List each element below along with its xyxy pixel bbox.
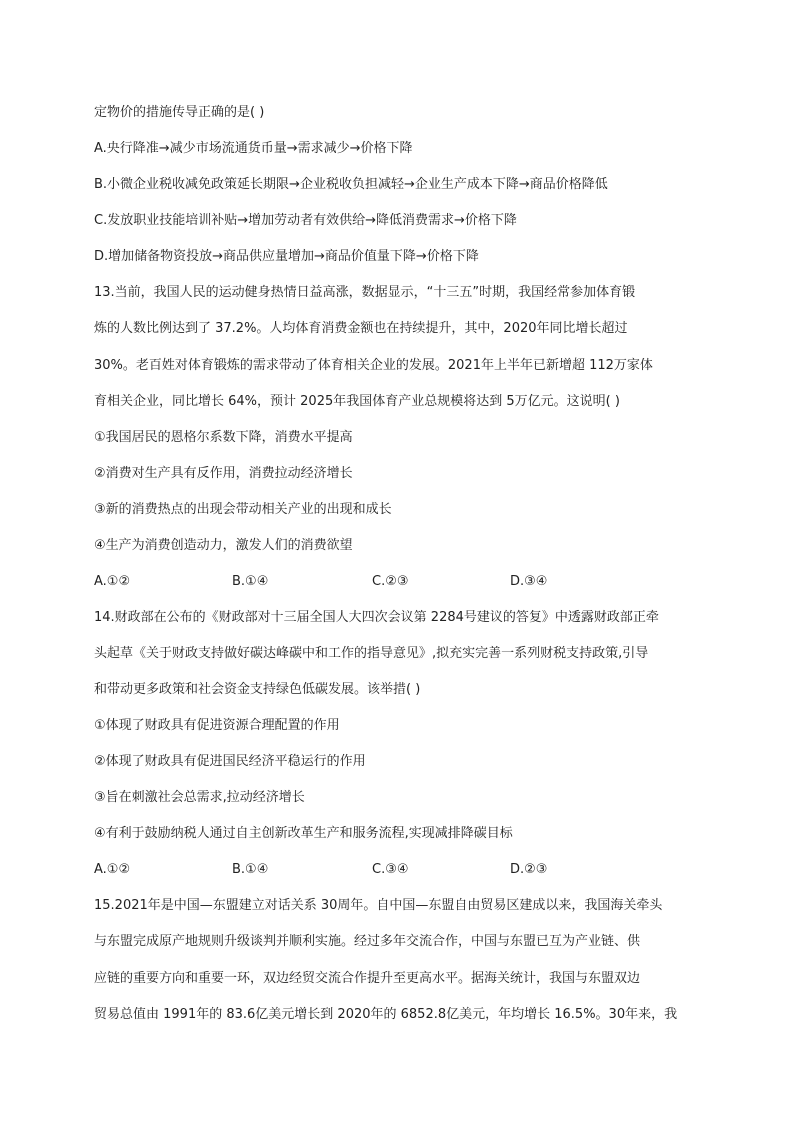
question-14-statement-2: ②体现了财政具有促进国民经济平稳运行的作用 (94, 754, 366, 769)
question-13-statement-1: ①我国居民的恩格尔系数下降，消费水平提高 (94, 430, 353, 445)
question-13-stem-line: 13.当前，我国人民的运动健身热情日益高涨，数据显示，“十三五”时期，我国经常参加体育锻 (94, 285, 636, 300)
question-14-statement-3: ③旨在刺激社会总需求,拉动经济增长 (94, 790, 305, 805)
question-14-stem-line: 头起草《关于财政支持做好碳达峰碳中和工作的指导意见》,拟充实完善一系列财税支持政策,引导 (94, 646, 649, 661)
choice-a: A.①② (94, 574, 131, 589)
question-13-stem-line: 炼的人数比例达到了 37.2%。人均体育消费金额也在持续提升，其中，2020年同比增长超过 (94, 321, 628, 336)
choice-d: D.②③ (510, 862, 548, 877)
question-12-option-d: D.增加储备物资投放→商品供应量增加→商品价值量下降→价格下降 (94, 249, 479, 264)
question-13-statement-3: ③新的消费热点的出现会带动相关产业的出现和成长 (94, 502, 392, 517)
question-13-stem-line: 育相关企业，同比增长 64%，预计 2025年我国体育产业总规模将达到 5万亿元。这说明( ) (94, 394, 620, 409)
choice-d: D.③④ (510, 574, 548, 589)
question-14-statement-4: ④有利于鼓励纳税人通过自主创新改革生产和服务流程,实现减排降碳目标 (94, 826, 513, 841)
question-13-statement-2: ②消费对生产具有反作用，消费拉动经济增长 (94, 466, 353, 481)
question-15-stem-line: 贸易总值由 1991年的 83.6亿美元增长到 2020年的 6852.8亿美元，年均增长 16.5%。30年来，我 (94, 1007, 678, 1022)
choice-c: C.③④ (372, 862, 409, 877)
question-13-stem-line: 30%。老百姓对体育锻炼的需求带动了体育相关企业的发展。2021年上半年已新增超 112万家体 (94, 358, 653, 373)
choice-c: C.②③ (372, 574, 409, 589)
question-15-stem-line: 15.2021年是中国—东盟建立对话关系 30周年。自中国—东盟自由贸易区建成以来，我国海关牵头 (94, 898, 663, 913)
question-15-stem-line: 应链的重要方向和重要一环，双边经贸交流合作提升至更高水平。据海关统计，我国与东盟双边 (94, 971, 641, 986)
choice-a: A.①② (94, 862, 131, 877)
choice-b: B.①④ (232, 862, 269, 877)
question-14-choices (94, 861, 694, 879)
question-14-stem-line: 和带动更多政策和社会资金支持绿色低碳发展。该举措( ) (94, 682, 421, 697)
choice-b: B.①④ (232, 574, 269, 589)
question-12-option-c: C.发放职业技能培训补贴→增加劳动者有效供给→降低消费需求→价格下降 (94, 213, 517, 228)
question-13-statement-4: ④生产为消费创造动力，激发人们的消费欲望 (94, 538, 353, 553)
question-13-choices (94, 573, 694, 591)
question-14-stem-line: 14.财政部在公布的《财政部对十三届全国人大四次会议第 2284号建议的答复》中透露财政部正牵 (94, 610, 659, 625)
question-12-stem-tail: 定物价的措施传导正确的是( ) (94, 105, 265, 120)
question-12-option-a: A.央行降准→减少市场流通货币量→需求减少→价格下降 (94, 141, 413, 156)
question-14-statement-1: ①体现了财政具有促进资源合理配置的作用 (94, 718, 340, 733)
question-15-stem-line: 与东盟完成原产地规则升级谈判并顺利实施。经过多年交流合作，中国与东盟已互为产业链、供 (94, 934, 641, 949)
question-12-option-b: B.小微企业税收减免政策延长期限→企业税收负担减轻→企业生产成本下降→商品价格降低 (94, 177, 608, 192)
